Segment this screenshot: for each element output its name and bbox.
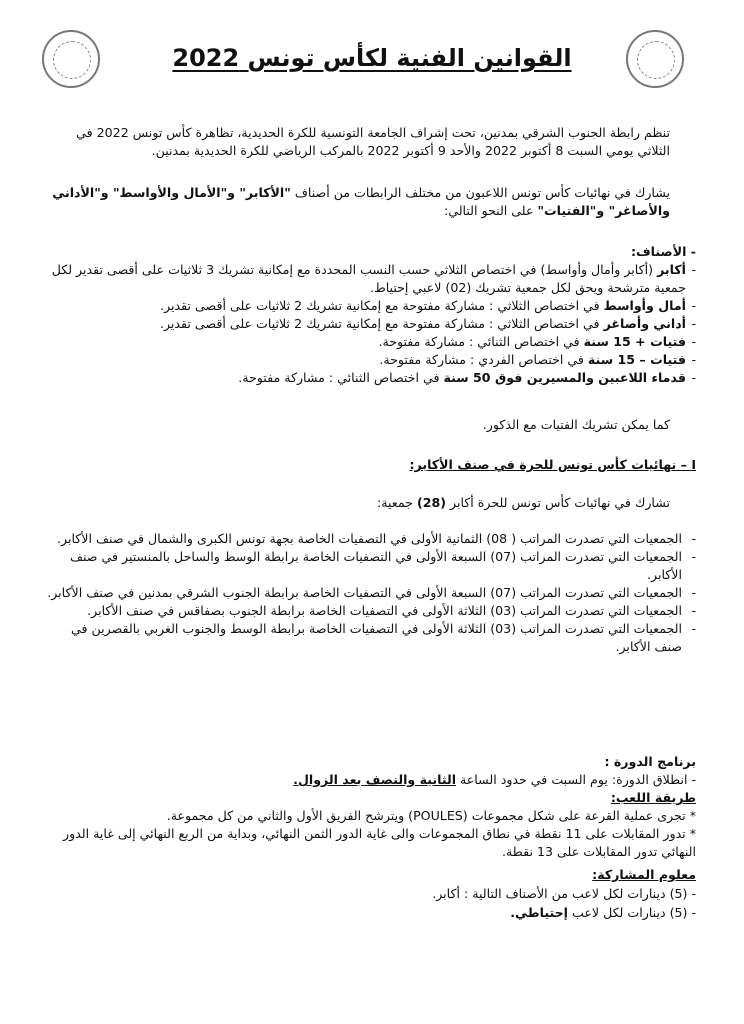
qualification-item: - الجمعيات التي تصدرت المراتب (03) الثلاثة الأولى في التصفيات الخاصة برابطة الجنوب بصفاقس في صنف الأكابر. xyxy=(40,602,696,620)
method-heading xyxy=(40,789,696,807)
section1-intro xyxy=(40,494,696,512)
category-name: فتيات + 15 سنة xyxy=(583,334,686,349)
section1-count: (28) xyxy=(416,495,447,510)
qualification-item: - الجمعيات التي تصدرت المراتب (07) السبعة الأولى في التصفيات الخاصة برابطة الوسط والساحل بالمنستير في صنف الأكابر. xyxy=(40,548,696,584)
fees-heading-text: معلوم المشاركة: xyxy=(592,867,696,882)
fees-line-2-text: - (5) دينارات لكل لاعب xyxy=(568,905,696,920)
intro-p2-end: على النحو التالي: xyxy=(443,203,538,218)
fees-line-2 xyxy=(40,904,696,922)
category-description: في اختصاص الفردي : مشاركة مفتوحة. xyxy=(379,352,588,367)
category-description: في اختصاص الثلاثي : مشاركة مفتوحة مع إمكانية تشريك 2 ثلاثيات على أقصى تقدير. xyxy=(159,316,604,331)
section1-list xyxy=(40,530,696,656)
categories-note: كما يمكن تشريك الفتيات مع الذكور. xyxy=(482,417,670,432)
categories-heading-text: - الأصناف: xyxy=(630,244,696,259)
category-item xyxy=(40,369,696,387)
program-line-text: - انطلاق الدورة: يوم السبت في حدود الساعة xyxy=(456,772,696,787)
program-line xyxy=(40,771,696,789)
section1-intro-end: جمعية: xyxy=(377,495,417,510)
qualification-item: - الجمعيات التي تصدرت المراتب ( 08) الثمانية الأولى في التصفيات الخاصة بجهة تونس الكبرى والشمال في صنف الأكابر. xyxy=(40,530,696,548)
intro-paragraph-2 xyxy=(40,184,696,220)
category-item xyxy=(40,261,696,297)
method-line-2: * تدور المقابلات على 11 نقطة في نطاق المجموعات والى غاية الدور الثمن النهائي، وبداية من الربع النهائي إلى غاية الدور النهائي تدور المقابلات على 13 نقطة. xyxy=(63,826,696,859)
intro-p2-categories: "الأكابر" و"الأمال والأواسط" و"الأداني والأصاغر" و"الفتيات" xyxy=(52,185,670,218)
category-name: أكابر xyxy=(657,262,686,277)
program-heading xyxy=(40,753,696,771)
program-time: الثانية والنصف بعد الزوال. xyxy=(293,772,457,787)
category-name: فتيات – 15 سنة xyxy=(587,352,686,367)
program-heading-text: برنامج الدورة : xyxy=(604,754,696,769)
method-heading-text: طريقة اللعب: xyxy=(610,790,696,805)
category-item xyxy=(40,315,696,333)
category-description: (أكابر وأمال وأواسط) في اختصاص الثلاثي حسب النسب المحددة مع إمكانية تشريك 3 ثلاثيات على أقصى تقدير لكل جمعية مترشحة ويحق لكل جمعية تشريك (02) لاعبي إحتياط. xyxy=(51,262,686,295)
category-description: في اختصاص الثنائي : مشاركة مفتوحة. xyxy=(238,370,444,385)
fees-line-1: - (5) دينارات لكل لاعب من الأصناف التالية : أكابر. xyxy=(432,886,696,901)
intro-paragraph-1: تنظم رابطة الجنوب الشرقي بمدنين، تحت إشراف الجامعة التونسية للكرة الحديدية، تظاهرة كأس تونس 2022 في الثلاثي يومي السبت 8 أكتوبر 2022 والأحد 9 أكتوبر 2022 بالمركب الرياضي للكرة الحديدية بمدنين. xyxy=(76,125,670,158)
categories-heading xyxy=(40,243,696,261)
fees-reserve: إحتياطي. xyxy=(510,905,568,920)
page-title: القوانين الفنية لكأس تونس 2022 xyxy=(172,44,572,72)
category-description: في اختصاص الثلاثي : مشاركة مفتوحة مع إمكانية تشريك 2 ثلاثيات على أقصى تقدير. xyxy=(160,298,604,313)
category-name: أداني وأصاغر xyxy=(603,316,686,331)
category-item xyxy=(40,333,696,351)
qualification-item: - الجمعيات التي تصدرت المراتب (07) السبعة الأولى في التصفيات الخاصة برابطة الجنوب الشرقي بمدنين في صنف الأكابر. xyxy=(40,584,696,602)
qualification-item: - الجمعيات التي تصدرت المراتب (03) الثلاثة الأولى في التصفيات الخاصة برابطة الوسط والجنوب الغربي بالقصرين في صنف الأكابر. xyxy=(40,620,696,656)
fees-heading xyxy=(40,866,696,884)
category-item xyxy=(40,351,696,369)
intro-p2-text: يشارك في نهائيات كأس تونس اللاعبون من مختلف الرابطات من أصناف xyxy=(290,185,670,200)
category-item xyxy=(40,297,696,315)
section1-intro-text: تشارك في نهائيات كأس تونس للحرة أكابر xyxy=(446,495,670,510)
category-name: قدماء اللاعبين والمسيرين فوق 50 سنة xyxy=(443,370,686,385)
method-line-1: * تجرى عملية القرعة على شكل مجموعات (POULES) ويترشح الفريق الأول والثاني من كل مجموعة. xyxy=(166,808,696,823)
section1-heading xyxy=(40,456,696,474)
categories-list xyxy=(40,261,696,387)
category-description: في اختصاص الثنائي : مشاركة مفتوحة. xyxy=(378,334,584,349)
section1-heading-text: I – نهائيات كأس تونس للحرة في صنف الأكابر: xyxy=(409,457,696,472)
category-name: أمال وأواسط xyxy=(603,298,686,313)
